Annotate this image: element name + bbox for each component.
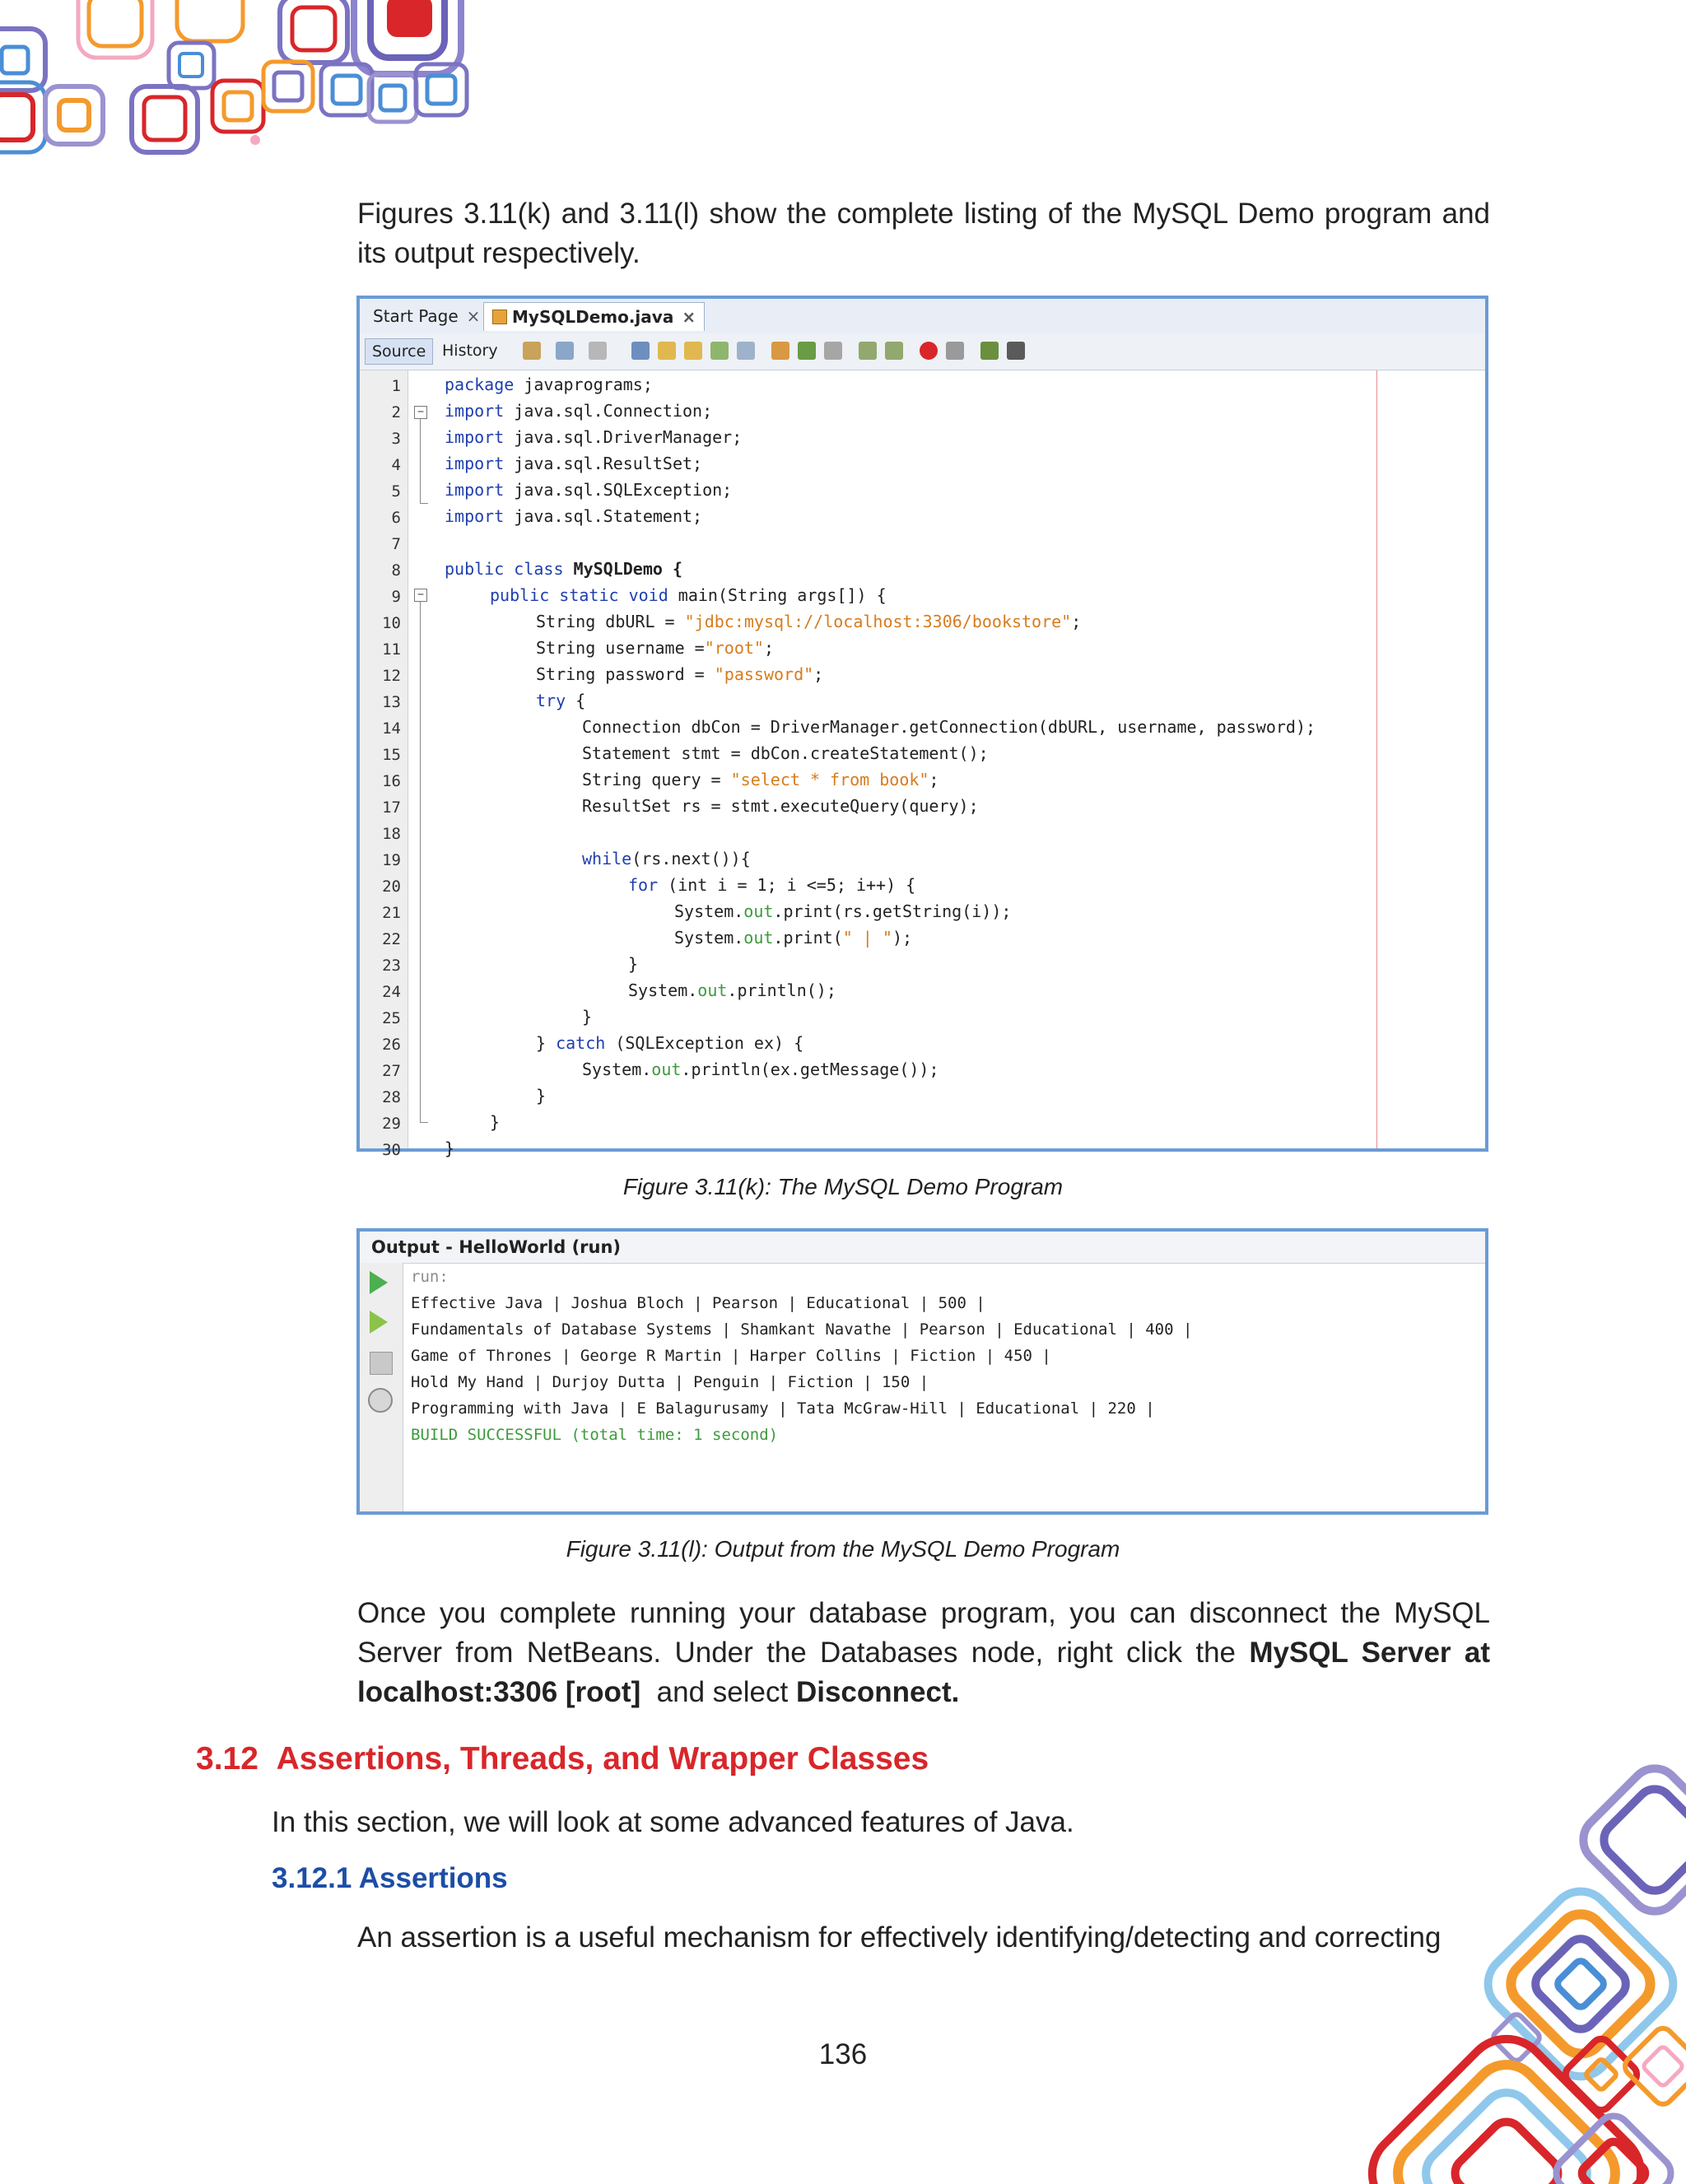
code-text: (int i = 1; i <=5; i++) { <box>658 875 916 895</box>
code-text: { <box>566 691 586 710</box>
close-icon[interactable]: × <box>466 306 481 326</box>
line-number: 25 <box>382 1009 401 1027</box>
code-line-23: } <box>628 954 639 974</box>
tab-mysqldemo-java[interactable] <box>483 302 705 331</box>
keyword: try <box>536 691 566 710</box>
field-name: out <box>743 928 774 948</box>
code-text: String username = <box>536 638 705 658</box>
code-text: java.sql.SQLException; <box>504 480 733 500</box>
field-name: out <box>743 901 774 921</box>
code-text: } <box>536 1033 557 1053</box>
code-line-6 <box>445 506 702 526</box>
shift-left-icon[interactable] <box>859 342 877 360</box>
line-number: 13 <box>382 693 401 711</box>
code-text: java.sql.ResultSet; <box>504 454 703 473</box>
intro-line-2: its output respectively. <box>357 237 640 269</box>
string-literal: " | " <box>842 928 892 948</box>
editor-toolbar <box>360 333 1485 370</box>
line-number: 16 <box>382 772 401 790</box>
code-line-1 <box>445 375 653 394</box>
ide-editor-window <box>356 296 1488 1159</box>
output-row: Hold My Hand | Durjoy Dutta | Penguin | Fiction | 150 | <box>411 1373 929 1391</box>
subsection-heading <box>272 1862 508 1895</box>
code-line-24 <box>628 980 836 1000</box>
code-text: ; <box>763 638 774 658</box>
code-text: java.sql.Connection; <box>504 401 713 421</box>
output-row: Fundamentals of Database Systems | Shamkant Navathe | Pearson | Educational | 400 | <box>411 1320 1193 1339</box>
line-number: 30 <box>382 1141 401 1159</box>
field-name: out <box>697 980 728 1000</box>
section-heading <box>196 1741 929 1777</box>
line-number: 14 <box>382 719 401 738</box>
close-icon[interactable]: × <box>682 307 696 327</box>
line-number: 15 <box>382 746 401 764</box>
code-text: (SQLException ex) { <box>605 1033 804 1053</box>
code-text: String dbURL = <box>536 612 685 631</box>
line-number: 23 <box>382 957 401 975</box>
rerun-icon[interactable] <box>370 1271 388 1294</box>
output-title: Output - HelloWorld (run) <box>371 1237 622 1257</box>
line-number: 7 <box>391 535 401 553</box>
code-text: MySQLDemo { <box>563 559 682 579</box>
line-number: 17 <box>382 799 401 817</box>
code-line-30: } <box>445 1139 455 1158</box>
code-text: ); <box>892 928 913 948</box>
line-number: 11 <box>382 640 401 659</box>
code-line-3 <box>445 427 742 447</box>
section-number: 3.12 <box>196 1741 258 1777</box>
code-text: (rs.next()){ <box>631 849 751 868</box>
next-bookmark-icon[interactable] <box>798 342 816 360</box>
output-build-status: BUILD SUCCESSFUL (total time: 1 second) <box>411 1426 779 1444</box>
line-number: 10 <box>382 614 401 632</box>
toggle-highlight-icon[interactable] <box>710 342 729 360</box>
subsection-intro: An assertion is a useful mechanism for effectively identifying/detecting and correcting <box>357 1921 1441 1953</box>
code-line-26 <box>536 1033 803 1053</box>
toggle-rectangular-selection-icon[interactable] <box>737 342 755 360</box>
line-number-gutter <box>360 370 408 1159</box>
find-previous-icon[interactable] <box>658 342 676 360</box>
line-number: 5 <box>391 482 401 501</box>
code-line-20 <box>628 875 915 895</box>
figure-caption-l: Figure 3.11(l): Output from the MySQL Demo Program <box>566 1536 1120 1562</box>
code-text: String password = <box>536 664 715 684</box>
line-number: 20 <box>382 878 401 896</box>
java-file-icon <box>492 310 507 324</box>
para2-line-2 <box>357 1633 1490 1673</box>
line-number: 22 <box>382 930 401 948</box>
fold-guide <box>420 602 421 1122</box>
right-margin-guide <box>1376 370 1377 1148</box>
code-line-29: } <box>490 1112 501 1132</box>
fold-toggle-icon[interactable]: − <box>414 589 427 602</box>
top-left-decoration <box>0 0 494 173</box>
output-window <box>356 1228 1488 1515</box>
code-line-22 <box>674 928 912 948</box>
line-number: 26 <box>382 1036 401 1054</box>
line-number: 6 <box>391 509 401 527</box>
line-number: 21 <box>382 904 401 922</box>
keyword: package <box>445 375 515 394</box>
settings-icon[interactable] <box>368 1388 393 1413</box>
code-text: System. <box>674 928 744 948</box>
intro-line-1: Figures 3.11(k) and 3.11(l) show the complete listing of the MySQL Demo program and <box>357 198 1490 230</box>
rerun-with-args-icon[interactable] <box>370 1311 388 1334</box>
keyword: catch <box>556 1033 606 1053</box>
line-number: 24 <box>382 983 401 1001</box>
find-icon[interactable] <box>631 342 650 360</box>
line-number: 1 <box>391 377 401 395</box>
line-number: 27 <box>382 1062 401 1080</box>
disconnect-paragraph <box>357 1594 1490 1712</box>
line-number: 4 <box>391 456 401 474</box>
code-line-15: Statement stmt = dbCon.createStatement(); <box>582 743 989 763</box>
code-line-9 <box>490 585 887 605</box>
code-line-10 <box>536 612 1081 631</box>
tab-start-page[interactable] <box>365 302 488 330</box>
output-row: Effective Java | Joshua Bloch | Pearson | Educational | 500 | <box>411 1294 985 1312</box>
code-text: ; <box>1071 612 1082 631</box>
keyword: public static void <box>490 585 668 605</box>
code-text: .print(rs.getString(i)); <box>773 901 1012 921</box>
keyword: while <box>582 849 632 868</box>
code-line-17: ResultSet rs = stmt.executeQuery(query); <box>582 796 979 816</box>
previous-bookmark-icon[interactable] <box>771 342 789 360</box>
figure-caption-k: Figure 3.11(k): The MySQL Demo Program <box>622 1174 1064 1199</box>
section-intro: In this section, we will look at some advanced features of Java. <box>272 1806 1074 1838</box>
forward-icon[interactable] <box>589 342 607 360</box>
string-literal: "jdbc:mysql://localhost:3306/bookstore" <box>684 612 1072 631</box>
keyword: import <box>445 401 505 421</box>
code-line-5 <box>445 480 732 500</box>
code-line-8 <box>445 559 682 579</box>
string-literal: "root" <box>704 638 764 658</box>
para2-bold: localhost:3306 [root] <box>357 1676 641 1708</box>
code-text: String query = <box>582 770 731 789</box>
start-macro-icon[interactable] <box>920 342 938 360</box>
code-text: System. <box>628 980 698 1000</box>
output-run-line: run: <box>411 1268 449 1286</box>
code-text: .println(ex.getMessage()); <box>681 1059 939 1079</box>
code-line-16 <box>582 770 939 789</box>
code-text: System. <box>674 901 744 921</box>
fold-guide-end <box>420 1122 428 1123</box>
back-icon[interactable] <box>556 342 574 360</box>
fold-guide-end <box>420 503 428 504</box>
code-text: System. <box>582 1059 652 1079</box>
line-number: 19 <box>382 851 401 869</box>
section-title: Assertions, Threads, and Wrapper Classes <box>276 1741 929 1777</box>
toggle-bookmark-icon[interactable] <box>824 342 842 360</box>
output-row: Game of Thrones | George R Martin | Harper Collins | Fiction | 450 | <box>411 1347 1051 1365</box>
source-button[interactable]: Source <box>365 338 433 365</box>
para2-text: and select <box>640 1676 796 1708</box>
last-edit-icon[interactable] <box>523 342 541 360</box>
code-text: java.sql.DriverManager; <box>504 427 743 447</box>
keyword: import <box>445 454 505 473</box>
tab-mysqldemo-label: MySQLDemo.java <box>512 307 674 327</box>
uncomment-icon[interactable] <box>1007 342 1025 360</box>
line-number: 29 <box>382 1115 401 1133</box>
output-row: Programming with Java | E Balagurusamy | Tata McGraw-Hill | Educational | 220 | <box>411 1399 1155 1418</box>
code-text: ; <box>813 664 824 684</box>
line-number: 12 <box>382 667 401 685</box>
para2-text: Server from NetBeans. Under the Databases node, right click the <box>357 1637 1250 1669</box>
para2-line-1: Once you complete running your database program, you can disconnect the MySQL <box>357 1597 1490 1629</box>
para2-bold: Disconnect. <box>795 1676 960 1708</box>
editor-tab-bar <box>360 299 1485 334</box>
code-line-11 <box>536 638 774 658</box>
keyword: for <box>628 875 659 895</box>
comment-icon[interactable] <box>980 342 999 360</box>
code-line-2 <box>445 401 712 421</box>
code-text: java.sql.Statement; <box>504 506 703 526</box>
tab-start-page-label: Start Page <box>373 306 459 326</box>
line-number: 8 <box>391 561 401 580</box>
code-text: .println(); <box>727 980 836 1000</box>
output-side-toolbar <box>360 1263 403 1511</box>
code-line-13 <box>536 691 585 710</box>
fold-guide <box>420 419 421 503</box>
code-text: main(String args[]) { <box>668 585 887 605</box>
code-line-14: Connection dbCon = DriverManager.getConnection(dbURL, username, password); <box>582 717 1316 737</box>
line-number: 9 <box>391 588 401 606</box>
subsection-title: Assertions <box>358 1862 508 1894</box>
code-text: javaprograms; <box>514 375 653 394</box>
keyword: import <box>445 506 505 526</box>
stop-icon[interactable] <box>370 1352 393 1375</box>
output-title-bar <box>360 1232 1485 1264</box>
page-number: 136 <box>818 2038 868 2070</box>
para2-line-3 <box>357 1673 1490 1712</box>
code-text: .print( <box>773 928 843 948</box>
keyword: public class <box>445 559 564 579</box>
line-number: 28 <box>382 1088 401 1106</box>
keyword: import <box>445 427 505 447</box>
stop-macro-icon[interactable] <box>946 342 964 360</box>
code-line-25: } <box>582 1007 593 1027</box>
history-button[interactable]: History <box>442 342 498 360</box>
para2-bold: MySQL Server at <box>1249 1637 1490 1669</box>
line-number: 3 <box>391 430 401 448</box>
subsection-number: 3.12.1 <box>272 1862 352 1894</box>
string-literal: "select * from book" <box>730 770 929 789</box>
intro-paragraph <box>357 194 1490 273</box>
code-line-21 <box>674 901 1011 921</box>
code-line-19 <box>582 849 751 868</box>
shift-right-icon[interactable] <box>885 342 903 360</box>
line-number: 18 <box>382 825 401 843</box>
code-line-4 <box>445 454 702 473</box>
code-text: ; <box>929 770 939 789</box>
line-number: 2 <box>391 403 401 421</box>
code-line-12 <box>536 664 823 684</box>
find-next-icon[interactable] <box>684 342 702 360</box>
string-literal: "password" <box>714 664 814 684</box>
keyword: import <box>445 480 505 500</box>
code-line-28: } <box>536 1086 547 1106</box>
field-name: out <box>651 1059 682 1079</box>
fold-toggle-icon[interactable]: − <box>414 406 427 419</box>
code-line-27 <box>582 1059 939 1079</box>
